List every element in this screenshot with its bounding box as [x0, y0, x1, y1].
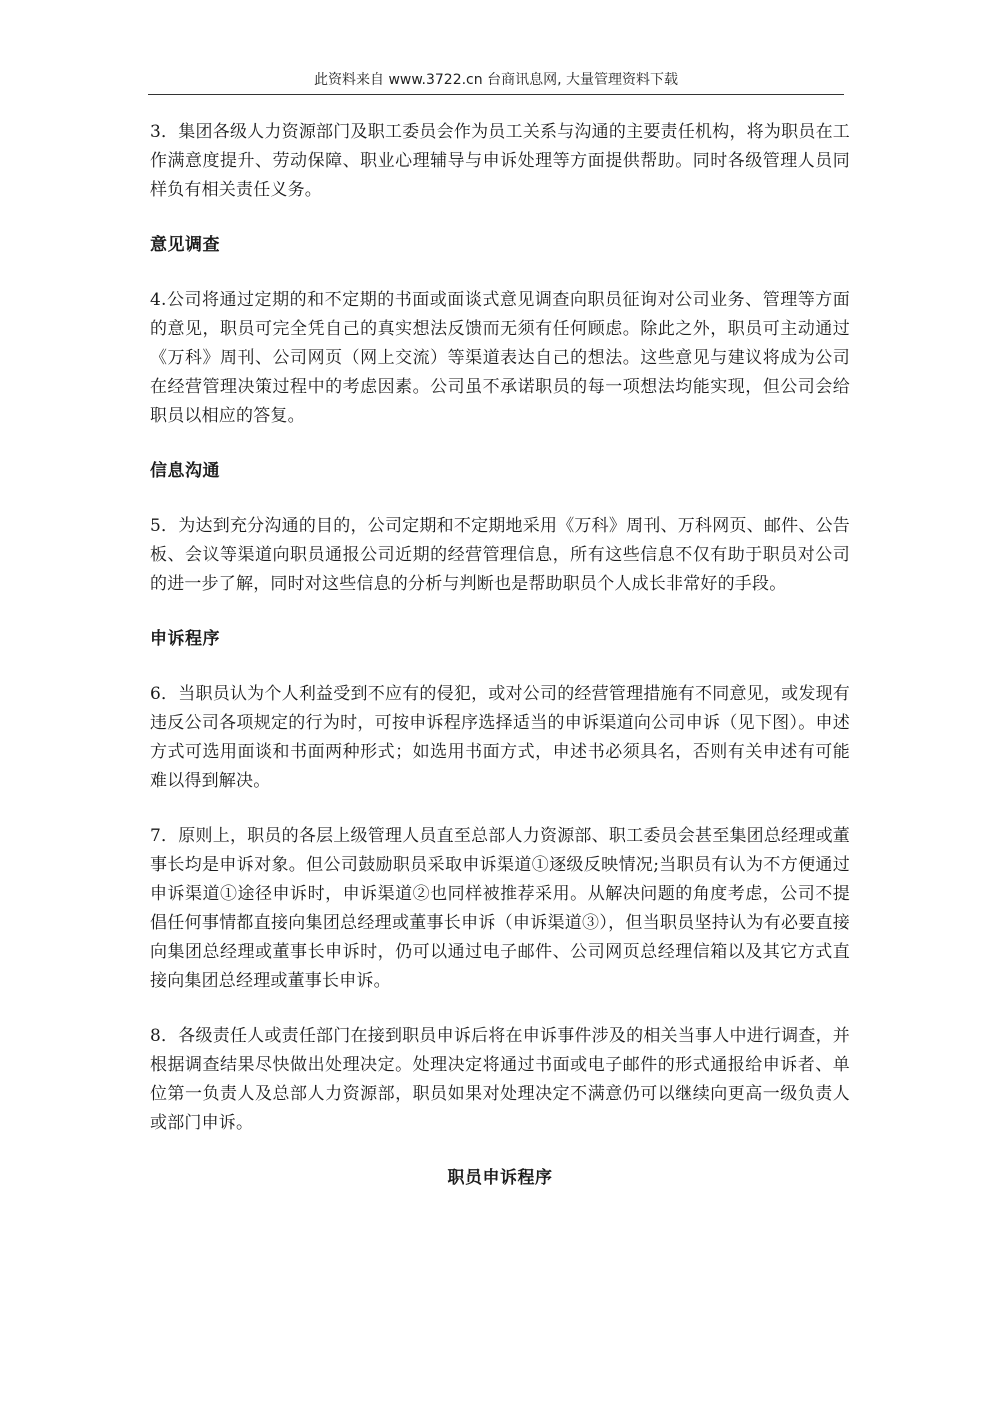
paragraph-5: 5．为达到充分沟通的目的，公司定期和不定期地采用《万科》周刊、万科网页、邮件、公告板、会议等渠道向职员通报公司近期的经营管理信息，所有这些信息不仅有助于职员对公司的进一步了解，同时对这些信息的分析与判断也是帮助职员个人成长非常好的手段。	[150, 516, 850, 594]
paragraph-8: 8．各级责任人或责任部门在接到职员申诉后将在申诉事件涉及的相关当事人中进行调查，并根据调查结果尽快做出处理决定。处理决定将通过书面或电子邮件的形式通报给申诉者、单位第一负责人及总部人力资源部，职员如果对处理决定不满意仍可以继续向更高一级负责人或部门申诉。	[150, 1026, 850, 1133]
heading-opinion-survey: 意见调查	[150, 235, 220, 255]
header-divider	[148, 94, 844, 95]
paragraph-6: 6．当职员认为个人利益受到不应有的侵犯，或对公司的经营管理措施有不同意见，或发现有违反公司各项规定的行为时，可按申诉程序选择适当的申诉渠道向公司申诉（见下图）。申述方式可选用面谈和书面两种形式；如选用书面方式，申述书必须具名，否则有关申述有可能难以得到解决。	[150, 684, 850, 791]
paragraph-3: 3．集团各级人力资源部门及职工委员会作为员工关系与沟通的主要责任机构，将为职员在工作满意度提升、劳动保障、职业心理辅导与申诉处理等方面提供帮助。同时各级管理人员同样负有相关责任义务。	[150, 122, 850, 200]
paragraph-7: 7．原则上，职员的各层上级管理人员直至总部人力资源部、职工委员会甚至集团总经理或董事长均是申诉对象。但公司鼓励职员采取申诉渠道①逐级反映情况;当职员有认为不方便通过申诉渠道①途径申诉时，申诉渠道②也同样被推荐采用。从解决问题的角度考虑，公司不提倡任何事情都直接向集团总经理或董事长申诉（申诉渠道③），但当职员坚持认为有必要直接向集团总经理或董事长申诉时，仍可以通过电子邮件、公司网页总经理信箱以及其它方式直接向集团总经理或董事长申诉。	[150, 826, 850, 991]
document-body	[150, 118, 850, 1193]
paragraph-4: 4.公司将通过定期的和不定期的书面或面谈式意见调查向职员征询对公司业务、管理等方面的意见，职员可完全凭自己的真实想法反馈而无须有任何顾虑。除此之外，职员可主动通过《万科》周刊、公司网页（网上交流）等渠道表达自己的想法。这些意见与建议将成为公司在经营管理决策过程中的考虑因素。公司虽不承诺职员的每一项想法均能实现，但公司会给职员以相应的答复。	[150, 290, 850, 426]
heading-appeal-procedure: 申诉程序	[150, 629, 220, 649]
page-header: 此资料来自 www.3722.cn 台商讯息网, 大量管理资料下载	[314, 72, 678, 88]
appeal-procedure-title: 职员申诉程序	[447, 1168, 553, 1188]
heading-information-communication: 信息沟通	[150, 461, 220, 481]
